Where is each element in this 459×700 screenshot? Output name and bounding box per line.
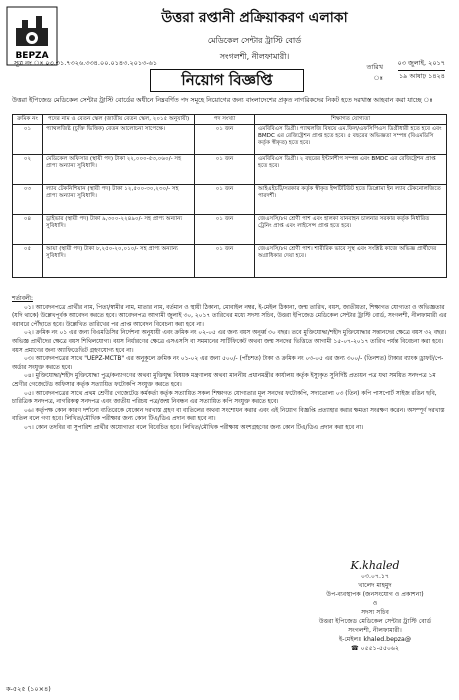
row-count: ০১ জন: [195, 125, 255, 155]
date-gregorian: ০৩ জুলাই, ২০১৭: [398, 58, 445, 71]
row-qualification: এমবিবিএস ডিগ্রী। প্যাথলজি বিষয়ে এম.ফিল/এফসিপিএস ডিগ্রীধারী হতে হবে এবং BMDC এর রেজিষ্ট্রেশন প্রাপ্ত হতে হবে। ৫ বছরের অভিজ্ঞতা সম্পন্ন (বিএমডিসি কর্তৃক স্বীকৃত) হতে হবে।: [255, 125, 447, 155]
condition-item: ০৪। মুক্তিযোদ্ধা/শহীদ মুক্তিযোদ্ধা পুত্র/কন্যাগণের অথবা মুক্তিযুদ্ধ বিষয়ক মন্ত্রণালয় অথবা মাননীয় প্রধানমন্ত্রীর কার্যালয় কর্তৃক ইস্যুকৃত সুনির্দিষ্ট প্রত্যয়ন পত্র যথা সময়িত সনদপত্র ১ম শ্রেণীর গেজেটেড অফিসার কর্তৃক সত্যায়িত ফটোকপি সংযুক্ত করতে হবে।: [12, 373, 436, 388]
row-qualification: জেএসসি/৮ম শ্রেণী পাশ। শারীরিক ভাবে সুস্থ এবং সংশ্লিষ্ট কাজে অভিজ্ঞ প্রার্থীদের অগ্রাধিকার দেয়া হবে।: [255, 245, 447, 278]
row-serial: ০৫: [13, 245, 43, 278]
row-post: আয়া (স্থায়ী পদ) টাকা ৮,২৫০-২০,০১০/- সহ প্রাপ্য অন্যান্য সুবিধাদি।: [43, 245, 195, 278]
condition-item: ০৩। আবেদনপত্রের সাথে "UEPZ-MCTB" এর অনুকূলে ক্রমিক নং ০১-০২ এর জন্য ৫০০/- (পাঁচশত) টাকা ও ক্রমিক নং ০৩-০৫ এর জন্য ৩০০/- (তিনশত) টাকার ব্যাংক ড্রাফট/পে-অর্ডার সংযুক্ত করতে হবে।: [12, 356, 444, 371]
letterhead: [60, 4, 449, 64]
row-qualification: আইএইচটি/সরকার কর্তৃক স্বীকৃত ইন্সটিটিউট হতে ডিপ্লোমা ইন ল্যাব টেকনোলজিতে পারদর্শী।: [255, 185, 447, 215]
header-serial: ক্রমিক নং: [13, 115, 43, 125]
row-post: ড্রাইভার (স্থায়ী পদ) টাকা ৯,৩০০-২২৪৯০/- সহ প্রাপ্য অন্যান্য সুবিধাদি।: [43, 215, 195, 245]
table-row: [13, 125, 447, 155]
table-row: [13, 185, 447, 215]
row-post: মেডিকেল অফিসার (স্থায়ী পদ) টাকা ২২,০০০-৫৩,০৬০/- সহ প্রাপ্য অন্যান্য সুবিধাদি।: [43, 155, 195, 185]
signatory-address: সংগলশী, নীলফামারী।: [348, 627, 402, 634]
header-post: পদের নাম ও বেতন স্কেল (জাতীয় বেতন স্কেল, ২০১৫ অনুযায়ী): [43, 115, 195, 125]
table-row: [13, 245, 447, 278]
row-serial: ০৩: [13, 185, 43, 215]
condition-item: ০৫। আবেদনপত্রের সাথে প্রথম শ্রেণীর গেজেটেড কর্মকর্তা কর্তৃক সত্যায়িত সকল শিক্ষাগত যোগ্যতার মূল সনদের ফটোকপি, সদ্যতোলা ০৩ (তিন) কপি পাসপোর্ট সাইজ রঙিন ছবি, চারিত্রিক সনদপত্র, নাগরিকত্ব সনদপত্র এবং জাতীয় পরিচয় পত্র/জন্ম নিবন্ধন এর সত্যায়িত কপি সংযুক্ত করতে হবে।: [12, 390, 437, 406]
date-block: [366, 58, 445, 82]
signatory-and: ও: [372, 600, 378, 607]
handwritten-signature: K.khaled: [350, 559, 400, 572]
row-serial: ০১: [13, 125, 43, 155]
condition-item: ০২। ক্রমিক নং ০১ এর জন্য বিএমডিসির নির্দেশনা অনুযায়ী এবং ক্রমিক নং ০২-০৫ এর জন্য বয়স অনূর্ধ্ব ৩০ বছর। তবে মুক্তিযোদ্ধা/শহীদ মুক্তিযোদ্ধার সন্তানদের ক্ষেত্রে বয়স ৩২ বছর। অভিজ্ঞ প্রার্থীদের ক্ষেত্রে বয়স শিথিলযোগ্য। বয়স নির্ধারণের ক্ষেত্রে এসএসসি বা সমমানের সার্টিফিকেট অথবা জন্ম সনদের ভিত্তিতে আগামী ১৫-০৭-২০১৭ তারিখ পর্যন্ত বিবেচনা করা হবে। বয়স প্রমাণের জন্য অ্যাফিডেভিট গ্রহণযোগ্য হবে না।: [12, 330, 446, 354]
signatory-name: খালেদ মাহমুদ: [358, 582, 392, 589]
conditions-section: [12, 295, 447, 433]
table-header-row: [13, 115, 447, 125]
row-post: প্যাথলজিষ্ট (চুক্তি ভিত্তিক) বেতন আলোচনা সাপেক্ষে।: [43, 125, 195, 155]
date-bangla: ১৯ আষাঢ় ১৪২৪: [398, 72, 445, 80]
bepza-logo: [6, 6, 58, 66]
reference-number: সূত্র নং ঃ ০৩.৩১.৭৩২৬.৩৩৪.০০.০১৪৩.২০১৩-৬১: [14, 59, 158, 67]
row-count: ০১ জন: [195, 215, 255, 245]
condition-item: ০৭। কোন তদবির বা সুপারিশ প্রার্থীর অযোগ্যতা বলে বিবেচিত হবে। লিখিত/মৌখিক পরীক্ষায় অংশগ্রহণের জন্য কোন টিএ/ডিএ প্রদান করা হবে না।: [24, 424, 364, 431]
signatory-phone: ☎ ০৫৫১-৫৫০৬২: [350, 645, 400, 652]
signed-date: ০৩.০৭.১৭: [360, 573, 390, 580]
footer-code: ক-৫২৫ (১০×৪): [6, 685, 51, 693]
row-count: ০১ জন: [195, 185, 255, 215]
date-label: তারিখ ঃ: [366, 63, 383, 82]
row-serial: ০২: [13, 155, 43, 185]
intro-paragraph: উত্তরা ইপিজেড মেডিকেল সেন্টার ট্রাস্টি বোর্ডের অধীনে নিম্নবর্ণিত পদ সমূহে নিয়োগের জন্য বাংলাদেশের প্রকৃত নাগরিকদের নিকট হতে দরখাস্ত আহবান করা যাচ্ছে ঃ: [12, 96, 433, 104]
row-post: ল্যাব টেকনিশিয়ান (স্থায়ী পদ) টাকা ১২,৫০০-৩০,২৩০/- সহ প্রাপ্য অন্যান্য সুবিধাদি।: [43, 185, 195, 215]
org-title: উত্তরা রপ্তানী প্রক্রিয়াকরণ এলাকা: [161, 10, 348, 26]
logo-text: BEPZA: [15, 51, 49, 61]
condition-item: ০১। আবেদনপত্রে প্রার্থীর নাম, পিতা/স্বামীর নাম, মাতার নাম, বর্তমান ও স্থায়ী ঠিকানা, মোবাইল নম্বর, ই-মেইল ঠিকানা, জন্ম তারিখ, বয়স, জাতীয়তা, শিক্ষাগত যোগ্যতা ও অভিজ্ঞতার (যদি থাকে) উল্লেখপূর্বক আবেদন করতে হবে। আবেদনপত্র আগামী জুলাই ৩০, ২০১৭ তারিখের মধ্যে সদস্য সচিব, উত্তরা ইপিজেড মেডিকেল সেন্টার ট্রাস্টি বোর্ড, সংগলশী, নীলফামারী এর বরাবরে পৌঁছাতে হবে। উল্লেখিত তারিখের পর প্রাপ্ত আবেদন বিবেচনা করা হবে না।: [12, 304, 447, 328]
row-qualification: এমবিবিএস ডিগ্রী। ২ বছরের ইন্টার্নশীপ সম্পন্ন এবং BMDC এর রেজিষ্ট্রেশন প্রাপ্ত হতে হবে।: [255, 155, 447, 185]
org-address: সংগলশী, নীলফামারী।: [219, 52, 290, 61]
signatory-designation: উপ-ব্যবস্থাপক (জনসংযোগ ও প্রকাশনা): [326, 591, 424, 598]
conditions-heading: শর্তাবলী:: [12, 296, 33, 302]
signatory-board: উত্তরা ইপিজেড মেডিকেল সেন্টার ট্রাস্টি বোর্ড: [318, 618, 432, 625]
row-serial: ০৪: [13, 215, 43, 245]
table-row: [13, 215, 447, 245]
signatory-email: ই-মেইলঃ khaled.bepza@: [338, 636, 412, 643]
signature-block: [300, 560, 450, 653]
row-count: ০১ জন: [195, 245, 255, 278]
row-qualification: জেএসসি/৮ম শ্রেণী পাশ এবং হালকা যানবাহন চালনার সরকার কর্তৃক নির্ধারিত ট্রেনিং প্রাপ্ত এবং লাইসেন্স প্রাপ্ত হতে হবে।: [255, 215, 447, 245]
table-row: [13, 155, 447, 185]
header-qualification: শিক্ষাগত যোগ্যতা: [255, 115, 447, 125]
board-name: মেডিকেল সেন্টার ট্রাস্টি বোর্ড: [207, 36, 302, 45]
notice-title: নিয়োগ বিজ্ঞপ্তি: [150, 69, 304, 92]
condition-item: ০৬। কর্তৃপক্ষ কোন কারণ দর্শানো ব্যতিরেকে যেকোন দরখাস্ত গ্রহণ বা বাতিলের অথবা সংশোধন করার এবং এই নিয়োগ বিজ্ঞপ্তি প্রত্যাহার করার ক্ষমতা সংরক্ষণ করেন। অসম্পূর্ণ দরখাস্ত বাতিল বলে গণ্য হবে। লিখিত/মৌখিক পরীক্ষার জন্য কোন টিএ/ডিএ প্রদান করা হবে না।: [12, 407, 445, 423]
row-count: ০১ জন: [195, 155, 255, 185]
header-count: পদ সংখ্যা: [195, 115, 255, 125]
bepza-emblem-icon: [6, 6, 58, 66]
vacancy-table: [12, 114, 447, 278]
signatory-role: সদস্য সচিব: [361, 609, 389, 616]
